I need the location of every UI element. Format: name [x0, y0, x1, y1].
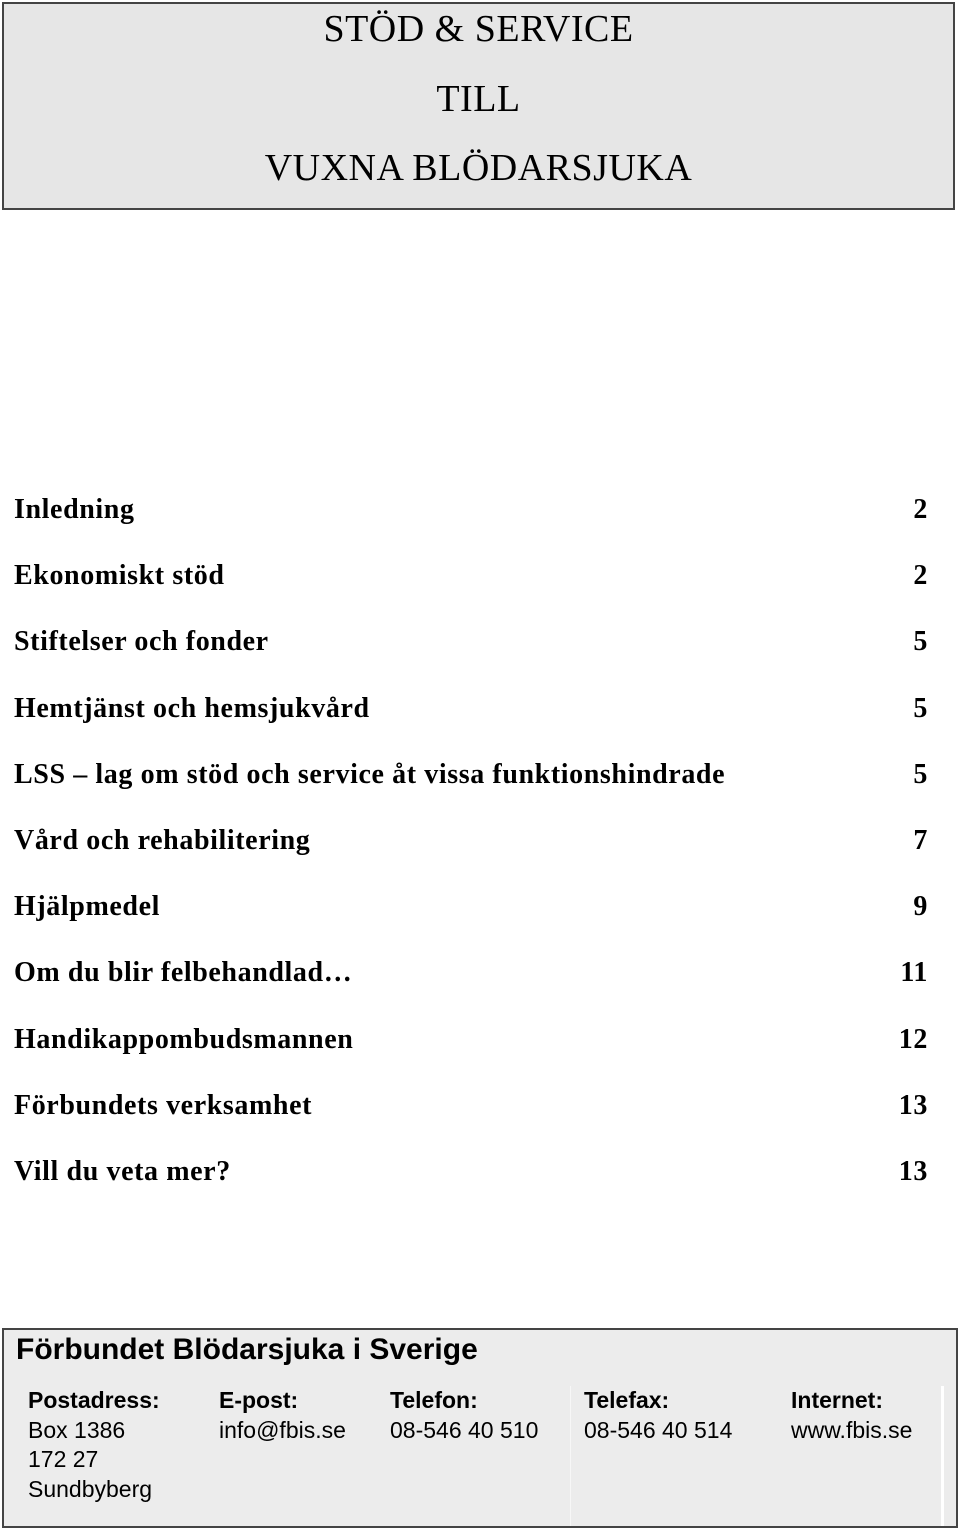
toc-entry-page: 2 — [913, 494, 928, 525]
toc-entry-title: Ekonomiskt stöd — [14, 560, 225, 592]
title-line-2: TILL — [436, 78, 521, 120]
toc-entry-title: Hjälpmedel — [14, 891, 160, 923]
toc-entry-handikappombudsmannen[interactable] — [14, 1018, 928, 1084]
toc-entry-title: LSS – lag om stöd och service åt vissa funktionshindrade — [14, 758, 726, 790]
postal-address-line-2: 172 27 — [28, 1446, 99, 1472]
toc-entry-inledning[interactable] — [14, 488, 928, 554]
toc-entry-page: 2 — [913, 560, 928, 592]
toc-entry-page: 5 — [913, 692, 928, 724]
column-divider-edge — [941, 1386, 944, 1526]
toc-entry-page: 13 — [898, 1155, 928, 1187]
toc-entry-page: 5 — [913, 758, 928, 790]
phone-column — [390, 1386, 538, 1445]
toc-entry-page: 11 — [900, 957, 928, 989]
toc-entry-ekonomiskt-stod[interactable] — [14, 554, 928, 620]
internet-column — [791, 1386, 912, 1445]
toc-entry-title: Vill du veta mer? — [14, 1155, 231, 1187]
toc-entry-hjalpmedel[interactable] — [14, 885, 928, 951]
toc-entry-vard-och-rehabilitering[interactable] — [14, 819, 928, 885]
postal-address-column — [28, 1386, 160, 1504]
contact-footer — [2, 1328, 958, 1528]
toc-entry-page: 12 — [898, 1023, 928, 1055]
toc-entry-hemtjanst[interactable] — [14, 687, 928, 753]
toc-entry-stiftelser-och-fonder[interactable] — [14, 620, 928, 686]
fax-label: Telefax: — [584, 1387, 670, 1413]
toc-entry-page: 9 — [913, 891, 928, 923]
toc-entry-title: Vård och rehabilitering — [14, 824, 311, 856]
fax-number: 08-546 40 514 — [584, 1416, 733, 1443]
toc-entry-page: 5 — [913, 626, 928, 658]
postal-address-line-3: Sundbyberg — [28, 1475, 153, 1502]
column-divider — [570, 1386, 571, 1526]
toc-entry-vill-du-veta-mer[interactable] — [14, 1150, 928, 1216]
toc-entry-page: 13 — [898, 1089, 928, 1121]
email-column — [219, 1386, 346, 1445]
toc-entry-title: Förbundets verksamhet — [14, 1089, 313, 1121]
postal-address-label: Postadress: — [28, 1387, 160, 1413]
table-of-contents — [14, 488, 928, 1216]
phone-number: 08-546 40 510 — [390, 1416, 539, 1443]
toc-entry-felbehandlad[interactable] — [14, 951, 928, 1017]
organization-name: Förbundet Blödarsjuka i Sverige — [16, 1333, 478, 1366]
toc-entry-title: Handikappombudsmannen — [14, 1023, 354, 1055]
website-link[interactable]: www.fbis.se — [791, 1416, 913, 1443]
toc-entry-title: Hemtjänst och hemsjukvård — [14, 692, 370, 724]
email-label: E-post: — [219, 1387, 299, 1413]
phone-label: Telefon: — [390, 1387, 478, 1413]
toc-entry-title: Om du blir felbehandlad… — [14, 957, 353, 989]
title-line-1: STÖD & SERVICE — [323, 8, 634, 50]
toc-entry-title: Inledning — [14, 494, 135, 525]
title-line-3: VUXNA BLÖDARSJUKA — [264, 147, 693, 189]
email-link[interactable]: info@fbis.se — [219, 1416, 346, 1443]
toc-entry-title: Stiftelser och fonder — [14, 626, 269, 658]
fax-column — [584, 1386, 732, 1445]
postal-address-line-1: Box 1386 — [28, 1416, 126, 1443]
internet-label: Internet: — [791, 1387, 883, 1413]
title-box — [2, 2, 955, 210]
toc-entry-forbundets-verksamhet[interactable] — [14, 1084, 928, 1150]
toc-entry-page: 7 — [913, 824, 928, 856]
toc-entry-lss[interactable] — [14, 753, 928, 819]
